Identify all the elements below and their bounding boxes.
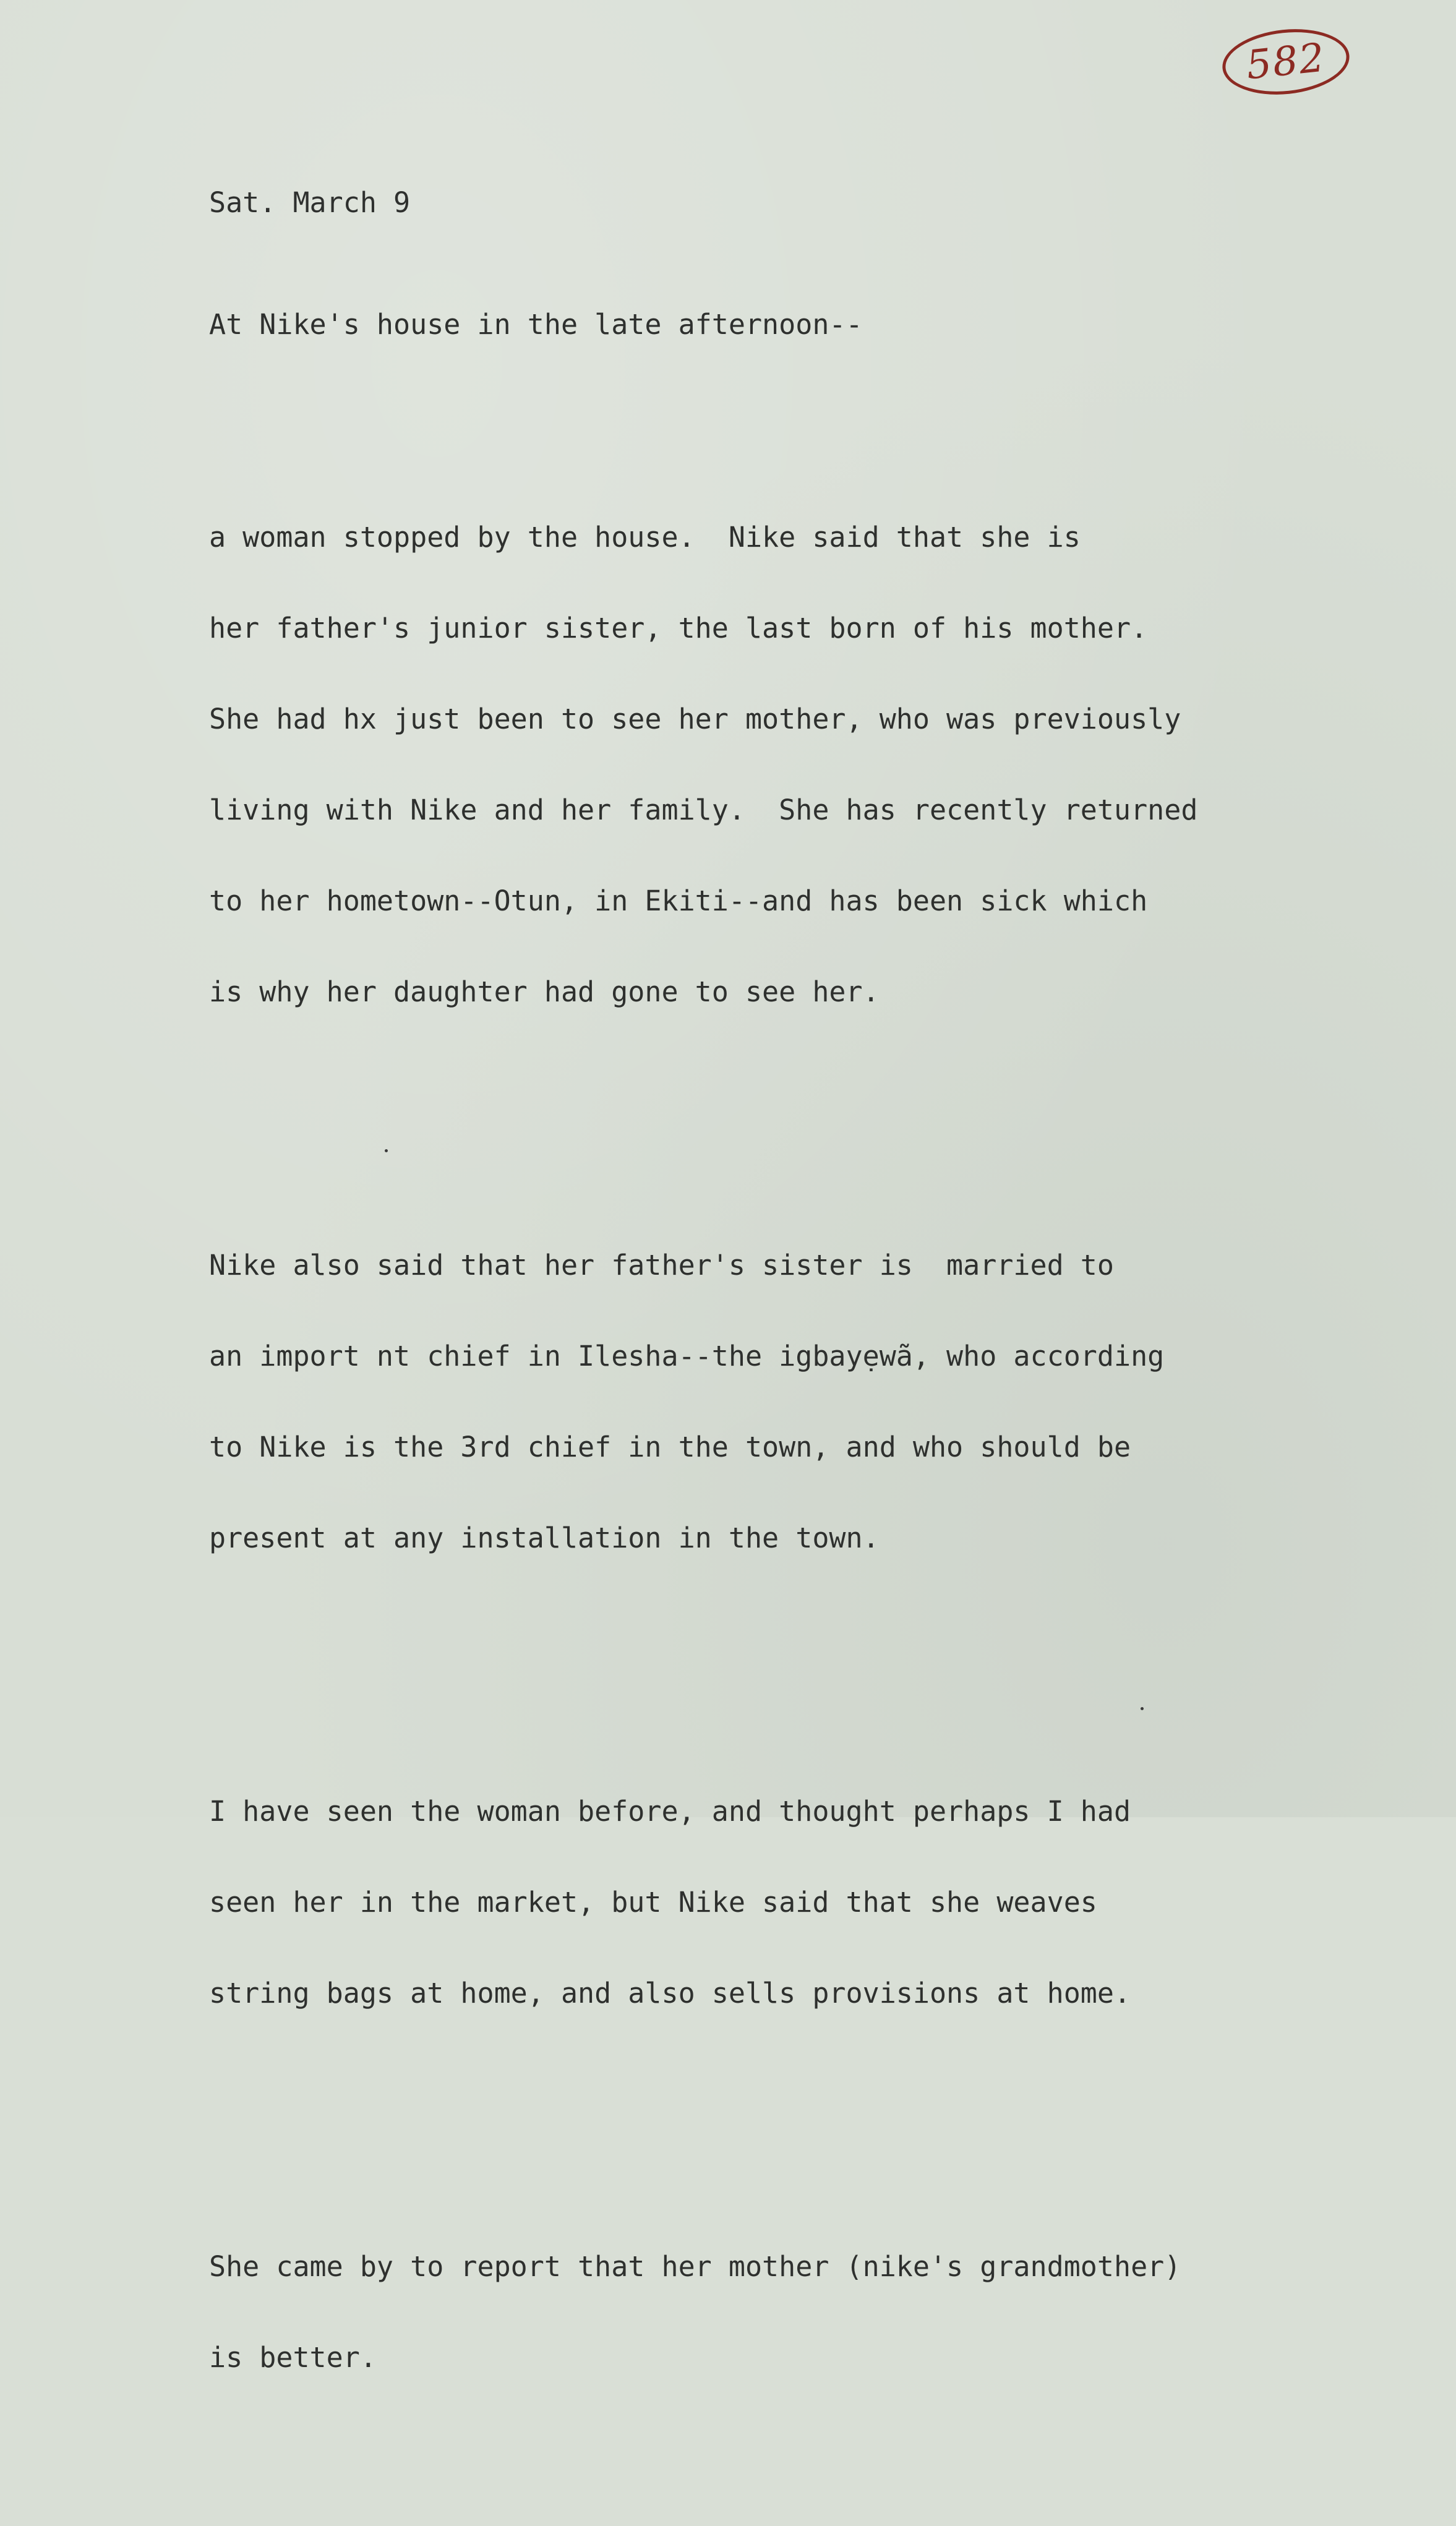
text-line: Nike also said that her father's sister is married to — [209, 1249, 1114, 1282]
text-line: is better. — [209, 2341, 377, 2374]
paragraph-4 — [209, 2191, 1384, 2433]
paper-speck — [385, 1149, 388, 1152]
paper-speck — [1141, 1707, 1144, 1710]
paragraph-3 — [209, 1736, 1384, 2069]
text-line: to Nike is the 3rd chief in the town, and who should be — [209, 1431, 1131, 1463]
text-line: string bags at home, and also sells provisions at home. — [209, 1977, 1131, 2010]
text-line: her father's junior sister, the last born of his mother. — [209, 612, 1148, 644]
text-line: to her hometown--Otun, in Ekiti--and has been sick which — [209, 884, 1148, 917]
text-line: an import nt chief in Ilesha--the igbayẹwã, who according — [209, 1340, 1165, 1372]
typed-note — [209, 127, 1384, 2525]
text-line: I have seen the woman before, and thought perhaps I had — [209, 1795, 1131, 1828]
page-number-annotation — [1219, 24, 1353, 101]
entry-date: Sat. March 9 — [209, 186, 411, 219]
text-line: seen her in the market, but Nike said that she weaves — [209, 1886, 1097, 1919]
text-line: a woman stopped by the house. Nike said that she is — [209, 521, 1081, 554]
text-line: She had hx just been to see her mother, who was previously — [209, 703, 1181, 735]
entry-location: At Nike's house in the late afternoon-- — [209, 308, 863, 341]
text-line: living with Nike and her family. She has recently returned — [209, 794, 1198, 826]
text-line: present at any installation in the town. — [209, 1522, 880, 1554]
text-line: is why her daughter had gone to see her. — [209, 975, 880, 1008]
paragraph-2 — [209, 1189, 1384, 1614]
page-number: 582 — [1244, 35, 1328, 89]
paragraph-1 — [209, 461, 1384, 1068]
text-line: She came by to report that her mother (nike's grandmother) — [209, 2250, 1181, 2283]
